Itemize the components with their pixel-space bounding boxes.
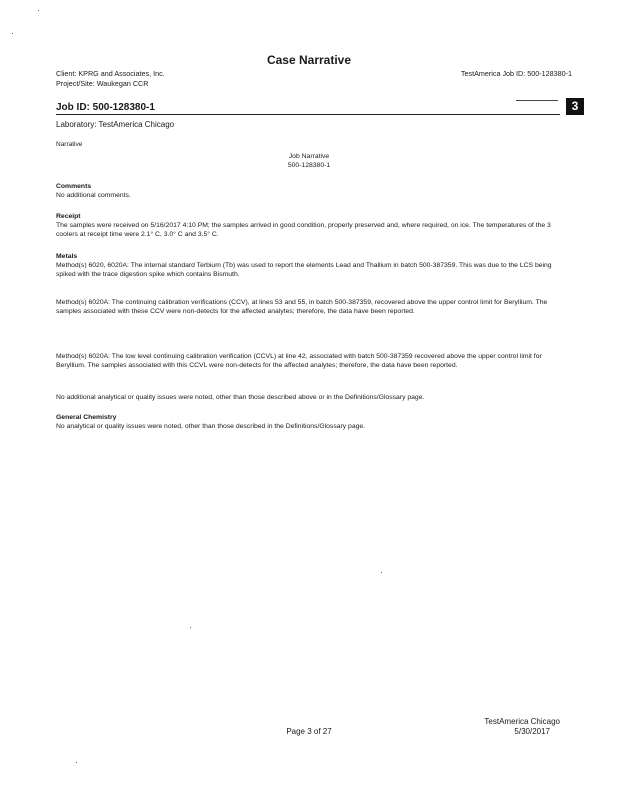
general-chemistry-heading: General Chemistry <box>56 414 117 421</box>
receipt-heading: Receipt <box>56 213 81 220</box>
scan-speck <box>190 627 191 628</box>
footer-date: 5/30/2017 <box>514 727 550 736</box>
client-name: Client: KPRG and Associates, Inc. <box>56 69 165 78</box>
page-title: Case Narrative <box>266 53 352 67</box>
footer-lab: TestAmerica Chicago <box>484 717 560 726</box>
job-id-heading: Job ID: 500-128380-1 <box>56 102 155 113</box>
comments-heading: Comments <box>56 183 92 190</box>
job-reference: TestAmerica Job ID: 500-128380-1 <box>460 69 572 78</box>
metals-paragraph-1: Method(s) 6020, 6020A: The internal standard Terbium (Tb) was used to report the elements Lead and Thallium in batch 500-387359. This was due to the LCS being spiked with the trace digestion spike which contains Bismuth. <box>56 262 552 279</box>
job-narrative-id: 500-128380-1 <box>287 162 331 169</box>
laboratory-line: Laboratory: TestAmerica Chicago <box>56 120 175 129</box>
project-site: Project/Site: Waukegan CCR <box>56 79 149 88</box>
page-number: Page 3 of 27 <box>286 727 332 736</box>
header-rule <box>56 114 560 115</box>
scan-speck <box>12 33 13 34</box>
metals-paragraph-2: Method(s) 6020A: The continuing calibration verifications (CCV), at lines 53 and 55, in batch 500-387359, recovered above the upper control limit for Beryllium. The samples associated with these CCV were non-detects for the affected analytes; therefore, the data have been reported. <box>56 299 548 316</box>
scan-speck <box>38 10 39 11</box>
metals-heading: Metals <box>56 253 78 260</box>
job-narrative-title: Job Narrative <box>288 153 330 160</box>
scan-speck <box>76 762 77 763</box>
receipt-text: The samples were received on 5/16/2017 4:10 PM; the samples arrived in good condition, properly preserved and, where required, on ice. The temperatures of the 3 coolers at receipt time were 2.1° C, 3.0° C and 3.5° C. <box>56 222 551 239</box>
scan-speck <box>381 572 382 573</box>
comments-text: No additional comments. <box>56 192 131 199</box>
narrative-label: Narrative <box>56 141 83 148</box>
general-chemistry-text: No analytical or quality issues were noted, other than those described in the Definitions/Glossary page. <box>56 423 366 430</box>
header-dash <box>516 100 558 101</box>
section-tab: 3 <box>566 98 584 115</box>
metals-paragraph-3: Method(s) 6020A: The low level continuing calibration verification (CCVL) at line 42, associated with batch 500-387359 recovered above the upper control limit for Beryllium. The samples associated with this CCVL were non-detects for the affected analytes; therefore, the data have been reported. <box>56 353 542 370</box>
metals-paragraph-4: No additional analytical or quality issues were noted, other than those described above or in the Definitions/Glossary page. <box>56 394 425 401</box>
